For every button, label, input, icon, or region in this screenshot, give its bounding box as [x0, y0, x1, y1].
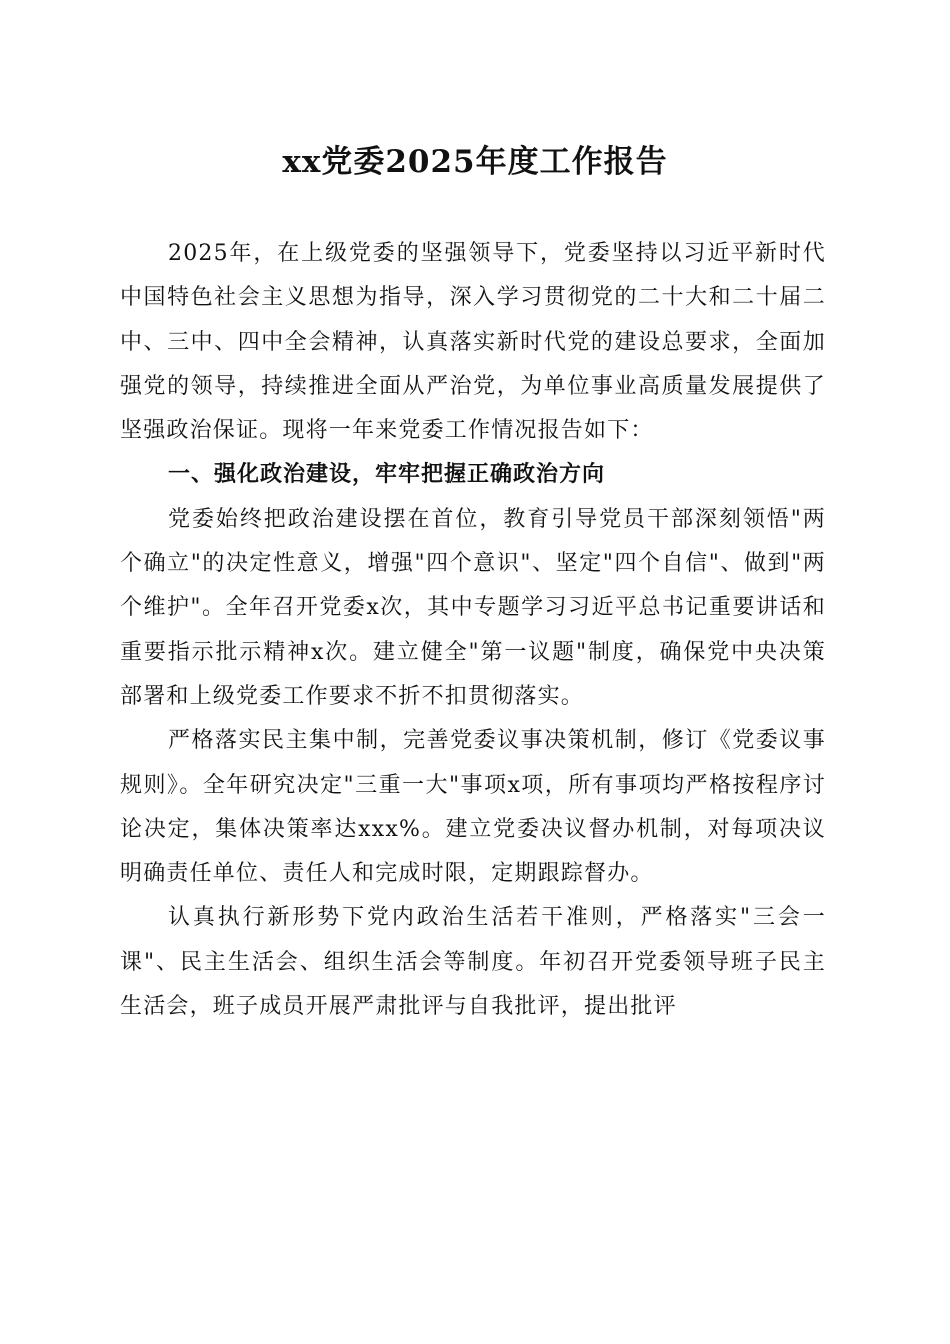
- document-title: xx党委2025年度工作报告: [282, 144, 668, 180]
- section-1-paragraph-3: 认真执行新形势下党内政治生活若干准则，严格落实"三会一课"、民主生活会、组织生活会等制度。年初召开党委领导班子民主生活会，班子成员开展严肃批评与自我批评，提出批评: [120, 905, 826, 1020]
- section-1-paragraph-2: 严格落实民主集中制，完善党委议事决策机制，修订《党委议事规则》。全年研究决定"三重一大"事项x项，所有事项均严格按程序讨论决定，集体决策率达xxx%。建立党委决议督办机制，对每项决议明确责任单位、责任人和完成时限，定期跟踪督办。: [120, 728, 826, 887]
- section-heading-1: 一、强化政治建设，牢牢把握正确政治方向: [168, 462, 606, 488]
- intro-paragraph: 2025年，在上级党委的坚强领导下，党委坚持以习近平新时代中国特色社会主义思想为指导，深入学习贯彻党的二十大和二十届二中、三中、四中全会精神，认真落实新时代党的建设总要求，全面加强党的领导，持续推进全面从严治党，为单位事业高质量发展提供了坚强政治保证。现将一年来党委工作情况报告如下：: [120, 241, 826, 444]
- section-1-paragraph-1: 党委始终把政治建设摆在首位，教育引导党员干部深刻领悟"两个确立"的决定性意义，增强"四个意识"、坚定"四个自信"、做到"两个维护"。全年召开党委x次，其中专题学习习近平总书记重要讲话和重要指示批示精神x次。建立健全"第一议题"制度，确保党中央决策部署和上级党委工作要求不折不扣贯彻落实。: [120, 506, 826, 709]
- document-body: [120, 232, 826, 1029]
